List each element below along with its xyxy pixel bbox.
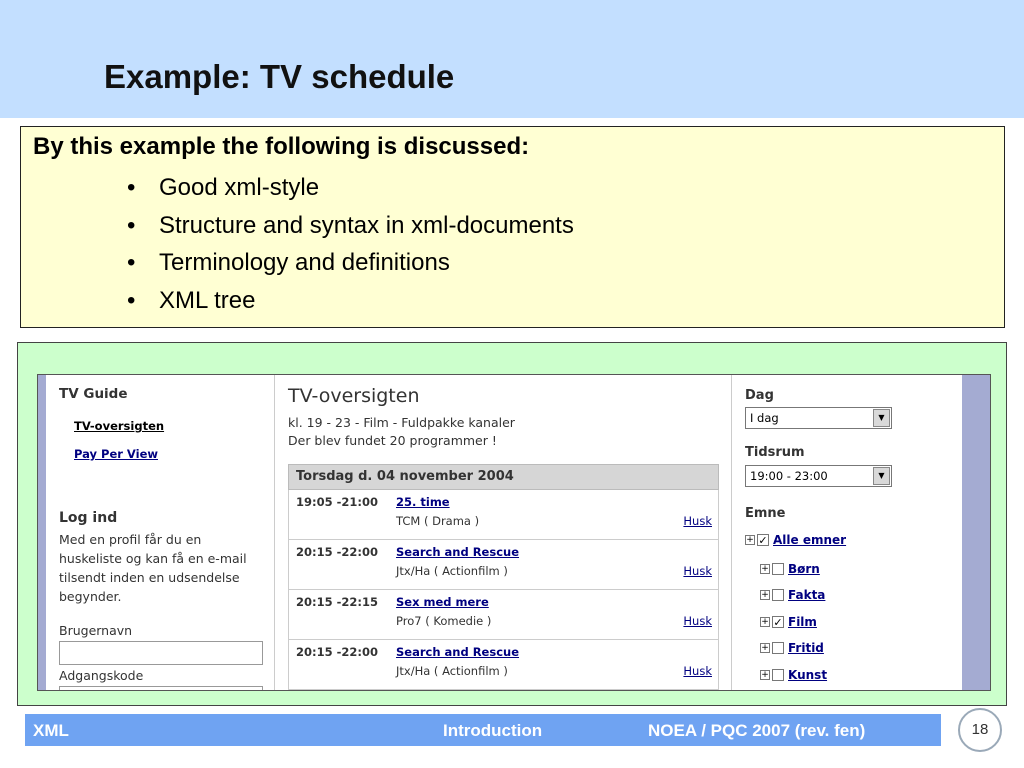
program-row [288,490,719,540]
expand-icon[interactable]: + [761,590,769,600]
discussion-box [20,126,1005,328]
chevron-down-icon[interactable]: ▼ [873,467,890,485]
left-pane [46,375,275,690]
program-row [288,640,719,690]
program-title-link[interactable]: 25. time [396,495,450,509]
bullet-item: • Structure and syntax in xml-documents [127,207,574,245]
chevron-down-icon[interactable]: ▼ [873,409,890,427]
topic-item[interactable] [760,641,824,655]
bullet-item: • XML tree [127,282,574,320]
expand-icon[interactable]: + [761,643,769,653]
program-channel: Jtx/Ha ( Actionfilm ) [396,564,508,578]
nav-link-tv-oversigten[interactable]: TV-oversigten [74,419,165,433]
topic-checkbox[interactable] [772,589,784,601]
program-time: 20:15 -22:00 [296,545,378,559]
program-time: 20:15 -22:00 [296,645,378,659]
main-pane [276,375,732,690]
password-label: Adgangskode [59,668,144,683]
program-row [288,540,719,590]
bullet-icon: • [127,174,136,201]
tv-guide-screenshot [37,374,991,691]
topic-item[interactable] [760,615,817,629]
intro-text: By this example the following is discussed: [33,133,530,160]
login-heading: Log ind [59,510,118,526]
bullet-list [127,169,574,319]
expand-icon[interactable]: + [761,670,769,680]
topic-item[interactable] [760,588,825,602]
footer-topic: Introduction [443,721,543,740]
right-border-bar [962,375,990,690]
bullet-item: • Terminology and definitions [127,244,574,282]
remember-link[interactable]: Husk [683,664,712,678]
topic-link[interactable]: Børn [788,562,820,576]
program-title-link[interactable]: Search and Rescue [396,645,520,659]
time-range-label: Tidsrum [745,445,805,460]
program-channel: TCM ( Drama ) [396,514,480,528]
topic-checkbox[interactable]: ✓ [758,534,768,547]
expand-icon[interactable]: + [761,617,769,627]
topic-link[interactable]: Fritid [788,641,824,655]
topic-checkbox[interactable] [772,563,784,575]
time-range-select[interactable] [745,465,892,487]
expand-icon[interactable]: + [761,564,769,574]
filter-pane [733,375,964,690]
topic-link[interactable]: Fakta [788,588,826,602]
username-label: Brugernavn [59,623,133,638]
slide-title: Example: TV schedule [104,58,455,95]
program-channel: Pro7 ( Komedie ) [396,614,492,628]
day-select-value: I dag [750,411,779,425]
remember-link[interactable]: Husk [683,614,712,628]
topic-checkbox[interactable] [772,669,784,681]
bullet-icon: • [127,286,136,314]
program-time: 19:05 -21:00 [296,495,378,509]
bullet-item: • Good xml-style [127,169,574,207]
nav-link-pay-per-view[interactable]: Pay Per View [74,447,158,461]
footer-bar [25,714,941,746]
schedule-filter-text: kl. 19 - 23 - Film - Fuldpakke kanaler [288,415,515,430]
time-range-value: 19:00 - 23:00 [750,469,828,483]
page-number: 18 [958,708,1002,752]
footer-author: NOEA / PQC 2007 (rev. fen) [648,721,866,740]
program-title-link[interactable]: Search and Rescue [396,545,520,559]
footer-course: XML [33,721,69,740]
topic-label: Emne [745,506,786,521]
bullet-icon: • [127,211,136,239]
program-title-link[interactable]: Sex med mere [396,595,489,609]
bullet-icon: • [127,249,136,276]
remember-link[interactable]: Husk [683,564,712,578]
schedule-title: TV-oversigten [288,385,420,407]
program-channel: Jtx/Ha ( Actionfilm ) [396,664,508,678]
left-border-bar [38,375,46,690]
topic-item[interactable] [745,533,846,547]
date-header: Torsdag d. 04 november 2004 [288,464,719,490]
tv-guide-heading: TV Guide [59,386,128,402]
topic-item[interactable] [760,668,827,682]
topic-checkbox[interactable] [772,642,784,654]
expand-icon[interactable]: + [746,535,754,545]
program-row [288,590,719,640]
remember-link[interactable]: Husk [683,514,712,528]
username-field[interactable] [59,641,263,665]
topic-item[interactable] [760,562,820,576]
topic-checkbox[interactable]: ✓ [773,616,783,629]
day-label: Dag [745,388,774,403]
password-field[interactable] [59,686,263,691]
login-description: Med en profil får du en huskeliste og kan få en e-mail tilsendt inden en udsendelse begynder. [59,532,247,604]
topic-link[interactable]: Film [788,615,817,629]
program-time: 20:15 -22:15 [296,595,378,609]
topic-link[interactable]: Alle emner [773,533,847,547]
topic-link[interactable]: Kunst [788,668,828,682]
day-select[interactable] [745,407,892,429]
schedule-result-count: Der blev fundet 20 programmer ! [288,433,497,448]
